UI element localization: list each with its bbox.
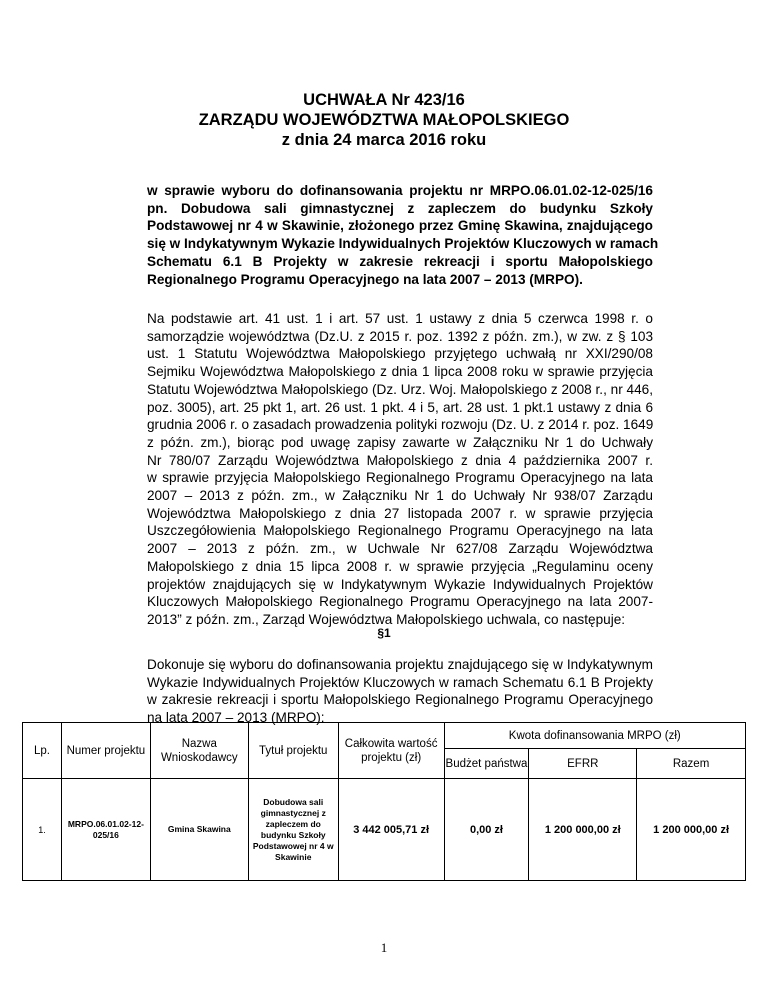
header-efrr: EFRR	[529, 749, 637, 779]
section-line: Wykazie Indywidualnych Projektów Kluczowych w ramach Schematu 6.1 B Projekty	[147, 674, 653, 690]
section-1-paragraph	[147, 656, 653, 727]
section-mark: §1	[377, 626, 391, 640]
title-line-1: UCHWAŁA Nr 423/16	[303, 91, 465, 109]
body-line: Statutu Województwa Małopolskiego (Dz. Urz. Woj. Małopolskiego z 2008 r., nr 446,	[147, 381, 653, 397]
legal-basis-paragraph	[147, 310, 653, 629]
subject-line: Schematu 6.1 B Projekty w zakresie rekreacji i sportu Małopolskiego	[147, 253, 653, 269]
body-line: Województwa Małopolskiego z dnia 27 listopada 2007 r. w sprawie przyjęcia	[147, 505, 653, 521]
cell-efrr: 1 200 000,00 zł	[529, 779, 637, 881]
title-line-2: ZARZĄDU WOJEWÓDZTWA MAŁOPOLSKIEGO	[198, 111, 570, 129]
body-line: projektów znajdujących się w Indykatywnym Wykazie Indywidualnych Projektów	[147, 576, 653, 592]
header-state-budget: Budżet państwa	[444, 749, 529, 779]
body-line: Małopolskiego z dnia 15 lipca 2008 r. w sprawie przyjęcia „Regulaminu oceny	[147, 558, 653, 574]
cell-project-number: MRPO.06.01.02-12-025/16	[61, 779, 150, 881]
cell-lp: 1.	[23, 779, 62, 881]
body-line: w sprawie przyjęcia Małopolskiego Regionalnego Programu Operacyjnego na lata	[147, 470, 653, 486]
cell-project-title: Dobudowa sali gimnastycznej z zapleczem do budynku Szkoły Podstawowej nr 4 w Skawinie	[248, 779, 338, 881]
header-project-title: Tytuł projektu	[248, 723, 338, 779]
header-total: Razem	[637, 749, 746, 779]
page-number: 1	[380, 940, 388, 955]
header-total-value: Całkowita wartość projektu (zł)	[338, 723, 444, 779]
cell-state-budget: 0,00 zł	[444, 779, 529, 881]
subject-line: się w Indykatywnym Wykazie Indywidualnych Projektów Kluczowych w ramach	[147, 236, 659, 252]
body-line: 2007 – 2013 z późn. zm., w Załączniku Nr 1 do Uchwały Nr 938/07 Zarządu	[147, 488, 653, 504]
body-line: grudnia 2006 r. o zasadach prowadzenia polityki rozwoju (Dz. U. z 2014 r. poz. 1649	[147, 417, 654, 433]
table-row	[23, 779, 746, 881]
body-line: 2013” z późn. zm., Zarząd Województwa Małopolskiego uchwala, co następuje:	[147, 611, 626, 627]
body-line: Kluczowych Małopolskiego Regionalnego Programu Operacyjnego na lata 2007-	[147, 594, 653, 610]
subject-line: Regionalnego Programu Operacyjnego na lata 2007 – 2013 (MRPO).	[147, 271, 583, 287]
body-line: samorządzie województwa (Dz.U. z 2015 r. poz. 1392 z późn. zm.), w zw. z § 103	[147, 328, 653, 344]
cell-applicant: Gmina Skawina	[150, 779, 248, 881]
section-line: w zakresie rekreacji i sportu Małopolskiego Regionalnego Programu Operacyjnego	[147, 692, 653, 708]
body-line: 2007 – 2013 z późn. zm., w Uchwale Nr 627/08 Zarządu Województwa	[147, 541, 653, 557]
body-line: ust. 1 Statutu Województwa Małopolskiego przyjętego uchwałą nr XXI/290/08	[147, 346, 653, 362]
title-line-3: z dnia 24 marca 2016 roku	[281, 131, 487, 149]
subject-line: pn. Dobudowa sali gimnastycznej z zapleczem do budynku Szkoły	[147, 200, 653, 216]
resolution-subject	[147, 182, 659, 288]
body-line: Uszczegółowienia Małopolskiego Regionalnego Programu Operacyjnego na lata	[147, 523, 653, 539]
body-line: Na podstawie art. 41 ust. 1 i art. 57 ust. 1 ustawy z dnia 5 czerwca 1998 r. o	[147, 311, 653, 326]
subject-line: w sprawie wyboru do dofinansowania projektu nr MRPO.06.01.02-12-025/16	[147, 183, 653, 198]
header-lp: Lp.	[23, 723, 62, 779]
resolution-title	[0, 90, 768, 150]
header-funding-amount: Kwota dofinansowania MRPO (zł)	[444, 723, 745, 749]
subject-line: Podstawowej nr 4 w Skawinie, złożonego przez Gminę Skawina, znajdującego	[147, 218, 653, 234]
header-project-number: Numer projektu	[61, 723, 150, 779]
body-line: Nr 780/07 Zarządu Województwa Małopolskiego z dnia 4 października 2007 r.	[147, 452, 653, 468]
section-line: na lata 2007 – 2013 (MRPO):	[147, 710, 325, 726]
cell-total-value: 3 442 005,71 zł	[338, 779, 444, 881]
section-line: Dokonuje się wyboru do dofinansowania projektu znajdującego się w Indykatywnym	[147, 657, 653, 672]
body-line: poz. 3005), art. 25 pkt 1, art. 26 ust. 1 pkt. 4 i 5, art. 28 ust. 1 pkt.1 ustawy z dnia 6	[147, 399, 653, 415]
cell-total: 1 200 000,00 zł	[637, 779, 746, 881]
header-applicant: Nazwa Wnioskodawcy	[150, 723, 248, 779]
body-line: z późn. zm.), biorąc pod uwagę zapisy zawarte w Załączniku Nr 1 do Uchwały	[147, 434, 653, 450]
funding-table	[22, 722, 746, 881]
body-line: Sejmiku Województwa Małopolskiego z dnia 1 lipca 2008 roku w sprawie przyjęcia	[147, 364, 653, 380]
